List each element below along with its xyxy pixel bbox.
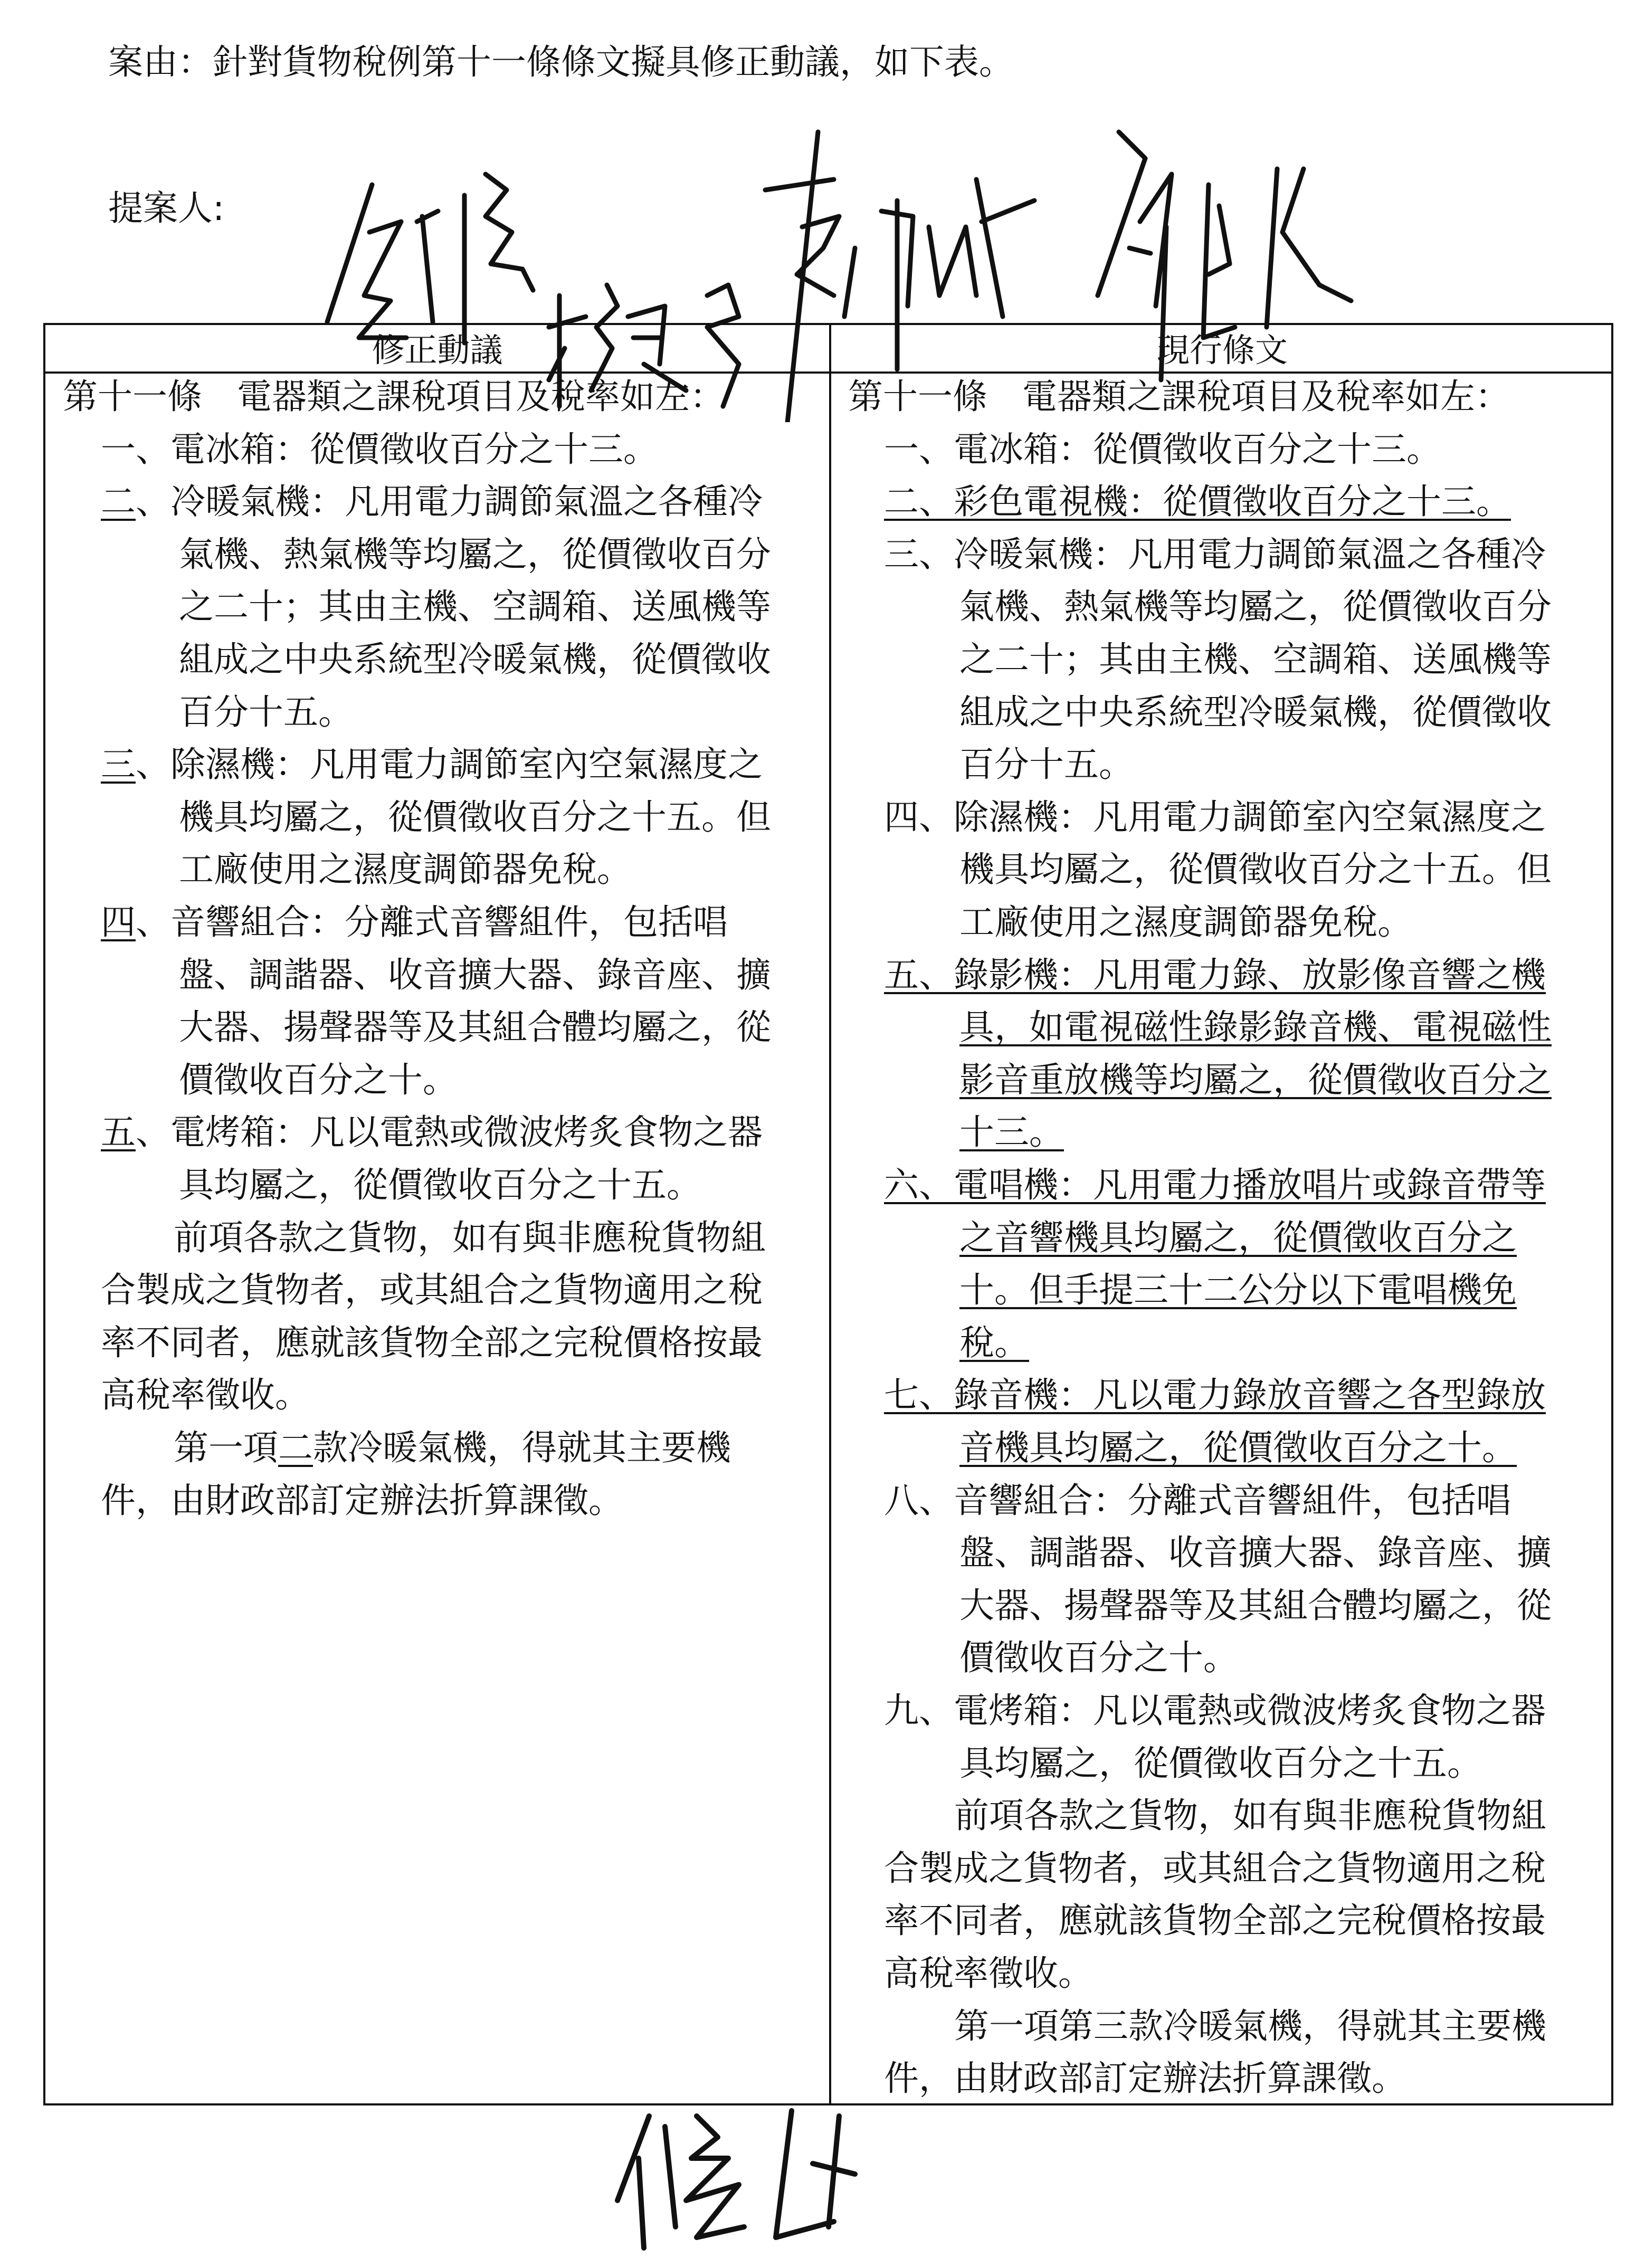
line-text: 機具均屬之，從價徵收百分之十五。但 — [179, 796, 771, 837]
table-line — [884, 1690, 1546, 1732]
line-text: 之二十；其由主機、空調箱、送風機等 — [959, 639, 1552, 680]
comparison-table — [43, 323, 1613, 2105]
line-text: 第十一條 電器類之課稅項目及稅率如左： — [63, 376, 725, 417]
line-text: 之二十；其由主機、空調箱、送風機等 — [179, 586, 771, 627]
table-line — [959, 901, 1412, 944]
line-text: 率不同者，應就該貨物全部之完稅價格按最 — [101, 1322, 763, 1363]
line-text: 、音響組合：分離式音響組件，包括唱 — [136, 902, 728, 942]
line-text: 氣機、熱氣機等均屬之，從價徵收百分 — [959, 586, 1552, 627]
underlined-text: 五、錄影機：凡用電力錄、放影像音響之機 — [884, 954, 1546, 995]
table-line — [884, 1952, 1093, 1995]
line-text: 大器、揚聲器等及其組合體均屬之，從 — [179, 1007, 771, 1048]
underlined-text: 十三。 — [959, 1112, 1064, 1153]
table-line — [959, 1111, 1064, 1154]
table-line — [884, 428, 1441, 471]
table-line — [959, 1322, 1029, 1364]
table-line — [959, 586, 1552, 628]
underlined-text: 影音重放機等均屬之，從價徵收百分之 — [959, 1059, 1552, 1100]
table-line — [174, 1427, 731, 1469]
line-text: 工廠使用之濕度調節器免稅。 — [959, 902, 1412, 942]
underlined-text: 稅。 — [959, 1322, 1029, 1363]
table-line — [959, 691, 1552, 733]
underlined-text: 之音響機具均屬之，從價徵收百分之 — [959, 1217, 1517, 1258]
underlined-text: 六、電唱機：凡用電力播放唱片或錄音帶等 — [884, 1165, 1546, 1205]
table-line — [179, 1164, 701, 1206]
line-text: 百分十五。 — [179, 691, 353, 732]
handwritten-note-revise — [607, 2079, 902, 2268]
line-text: 件，由財政部訂定辦法折算課徵。 — [884, 2058, 1406, 2099]
underlined-text: 七、錄音機：凡以電力錄放音響之各型錄放 — [884, 1375, 1546, 1416]
table-line — [959, 1532, 1552, 1574]
line-text: 合製成之貨物者，或其組合之貨物適用之稅 — [884, 1847, 1546, 1889]
underlined-text: 二 — [101, 481, 136, 522]
table-line — [884, 481, 1511, 523]
line-text: 氣機、熱氣機等均屬之，從價徵收百分 — [179, 533, 771, 575]
proposer-label: 提案人: — [108, 188, 225, 228]
underlined-text: 五 — [101, 1112, 136, 1153]
line-text: 件，由財政部訂定辦法折算課徵。 — [101, 1480, 623, 1521]
header-current-text: 現行條文 — [1156, 331, 1288, 369]
table-line — [101, 1269, 763, 1311]
line-text: 款冷暖氣機，得就其主要機 — [313, 1427, 731, 1468]
underlined-text: 三 — [101, 744, 136, 785]
line-text: 具均屬之，從價徵收百分之十五。 — [179, 1165, 701, 1205]
table-line — [848, 376, 1510, 418]
table-line — [959, 1742, 1482, 1785]
line-text: 四、除濕機：凡用電力調節室內空氣濕度之 — [884, 796, 1546, 837]
underlined-text: 二 — [278, 1427, 313, 1468]
table-line — [884, 1374, 1546, 1416]
line-text: 前項各款之貨物，如有與非應稅貨物組 — [954, 1795, 1546, 1836]
line-text: 價徵收百分之十。 — [959, 1637, 1238, 1679]
line-text: 三、冷暖氣機：凡用電力調節氣溫之各種冷 — [884, 533, 1546, 575]
table-line — [101, 1480, 623, 1522]
table-line — [63, 376, 725, 418]
line-text: 、除濕機：凡用電力調節室內空氣濕度之 — [136, 744, 763, 785]
underlined-text: 四 — [101, 902, 136, 942]
header-divider — [45, 371, 1611, 374]
table-line — [884, 533, 1546, 576]
table-line — [954, 2005, 1546, 2047]
table-line — [884, 2057, 1406, 2100]
line-text: 組成之中央系統型冷暖氣機，從價徵收 — [959, 691, 1552, 732]
line-text: 組成之中央系統型冷暖氣機，從價徵收 — [179, 639, 771, 680]
line-text: 工廠使用之濕度調節器免稅。 — [179, 849, 632, 890]
table-line — [101, 901, 728, 944]
underlined-text: 十。但手提三十二公分以下電唱機免 — [959, 1270, 1517, 1311]
table-line — [101, 744, 763, 786]
line-text: 高稅率徵收。 — [884, 1953, 1093, 1994]
table-line — [174, 1217, 766, 1259]
line-text: 盤、調諧器、收音擴大器、錄音座、擴 — [179, 954, 771, 995]
line-text: 前項各款之貨物，如有與非應稅貨物組 — [174, 1217, 766, 1258]
table-line — [959, 1006, 1552, 1049]
table-line — [101, 1322, 763, 1364]
table-line — [101, 1374, 310, 1416]
line-text: 機具均屬之，從價徵收百分之十五。但 — [959, 849, 1552, 890]
line-text: 盤、調諧器、收音擴大器、錄音座、擴 — [959, 1532, 1552, 1574]
line-text: 第一項 — [174, 1427, 278, 1468]
table-line — [959, 1637, 1238, 1679]
line-text: 九、電烤箱：凡以電熱或微波烤炙食物之器 — [884, 1690, 1546, 1731]
line-text: 價徵收百分之十。 — [179, 1059, 458, 1100]
table-line — [959, 1585, 1552, 1627]
line-text: 第十一條 電器類之課稅項目及稅率如左： — [848, 376, 1510, 417]
underlined-text: 音機具均屬之，從價徵收百分之十。 — [959, 1427, 1517, 1468]
table-line — [179, 533, 771, 576]
table-line — [884, 796, 1546, 838]
table-line — [179, 691, 353, 733]
header-amendment: 修正動議 — [372, 331, 503, 369]
table-line — [884, 1164, 1546, 1206]
table-line — [179, 586, 771, 628]
column-divider — [829, 325, 831, 2103]
table-line — [954, 1795, 1546, 1837]
line-text: 高稅率徵收。 — [101, 1375, 310, 1416]
table-line — [959, 639, 1552, 681]
table-line — [101, 1111, 763, 1154]
line-text: 八、音響組合：分離式音響組件，包括唱 — [884, 1480, 1511, 1521]
table-line — [179, 1059, 458, 1101]
table-line — [884, 1847, 1546, 1890]
table-line — [959, 744, 1134, 786]
line-text: 具均屬之，從價徵收百分之十五。 — [959, 1742, 1482, 1784]
line-text: 、冷暖氣機：凡用電力調節氣溫之各種冷 — [136, 481, 763, 522]
table-line — [101, 481, 763, 523]
subject-line: 案由：針對貨物稅例第十一條條文擬具修正動議，如下表。 — [108, 42, 1014, 82]
line-text: 百分十五。 — [959, 744, 1134, 785]
signature-1 — [327, 174, 533, 343]
table-line — [959, 1059, 1552, 1101]
line-text: 、電烤箱：凡以電熱或微波烤炙食物之器 — [136, 1112, 763, 1153]
table-line — [884, 1900, 1546, 1942]
line-text: 一、電冰箱：從價徵收百分之十三。 — [101, 428, 658, 470]
table-line — [179, 1006, 771, 1049]
table-line — [959, 1269, 1517, 1311]
table-line — [959, 849, 1552, 891]
line-text: 率不同者，應就該貨物全部之完稅價格按最 — [884, 1900, 1546, 1941]
line-text: 合製成之貨物者，或其組合之貨物適用之稅 — [101, 1270, 763, 1311]
underlined-text: 二、彩色電視機：從價徵收百分之十三。 — [884, 481, 1511, 522]
table-line — [179, 954, 771, 996]
table-line — [101, 428, 658, 471]
table-line — [884, 1480, 1511, 1522]
table-line — [884, 954, 1546, 996]
line-text: 一、電冰箱：從價徵收百分之十三。 — [884, 428, 1441, 470]
table-line — [179, 849, 632, 891]
line-text: 第一項第三款冷暖氣機，得就其主要機 — [954, 2005, 1546, 2046]
table-line — [959, 1217, 1517, 1259]
table-line — [179, 639, 771, 681]
table-line — [959, 1427, 1517, 1469]
line-text: 大器、揚聲器等及其組合體均屬之，從 — [959, 1585, 1552, 1626]
table-line — [179, 796, 771, 838]
underlined-text: 具，如電視磁性錄影錄音機、電視磁性 — [959, 1007, 1552, 1048]
